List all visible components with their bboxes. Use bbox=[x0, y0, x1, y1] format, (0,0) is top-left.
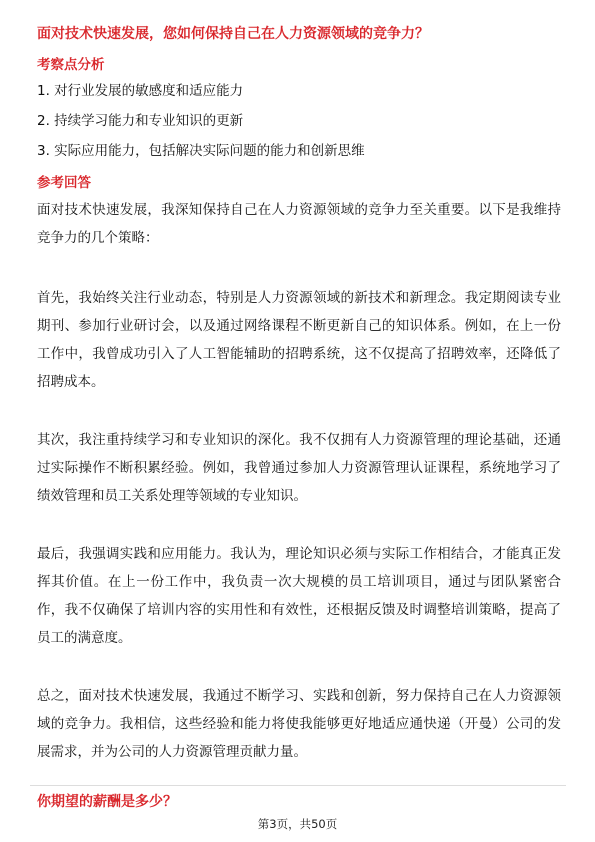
answer-paragraph-first: 首先，我始终关注行业动态，特别是人力资源领域的新技术和新理念。我定期阅读专业期刊、参加行业研讨会，以及通过网络课程不断更新自己的知识体系。例如，在上一份工作中，我曾成功引入了人工智能辅助的招聘系统，这不仅提高了招聘效率，还降低了招聘成本。 bbox=[37, 290, 561, 390]
question-heading: 面对技术快速发展，您如何保持自己在人力资源领域的竞争力？ bbox=[37, 26, 429, 42]
analysis-point: 3. 实际应用能力，包括解决实际问题的能力和创新思维 bbox=[37, 143, 365, 159]
answer-paragraph-third: 最后，我强调实践和应用能力。我认为，理论知识必须与实际工作相结合，才能真正发挥其价值。在上一份工作中，我负责一次大规模的员工培训项目，通过与团队紧密合作，我不仅确保了培训内容的实用性和有效性，还根据反馈及时调整培训策略，提高了员工的满意度。 bbox=[37, 546, 561, 646]
page-number: 第3页，共50页 bbox=[257, 817, 338, 831]
section-divider bbox=[30, 785, 566, 786]
next-question-heading: 你期望的薪酬是多少？ bbox=[37, 794, 177, 810]
analysis-point: 2. 持续学习能力和专业知识的更新 bbox=[37, 113, 244, 129]
answer-paragraph-second: 其次，我注重持续学习和专业知识的深化。我不仅拥有人力资源管理的理论基础，还通过实际操作不断积累经验。例如，我曾通过参加人力资源管理认证课程，系统地学习了绩效管理和员工关系处理等领域的专业知识。 bbox=[37, 432, 561, 504]
answer-paragraph-summary: 总之，面对技术快速发展，我通过不断学习、实践和创新，努力保持自己在人力资源领域的竞争力。我相信，这些经验和能力将使我能够更好地适应通快递（开曼）公司的发展需求，并为公司的人力资源管理贡献力量。 bbox=[37, 688, 561, 760]
reference-label: 参考回答 bbox=[37, 175, 91, 191]
answer-paragraph-intro: 面对技术快速发展，我深知保持自己在人力资源领域的竞争力至关重要。以下是我维持竞争力的几个策略： bbox=[37, 202, 561, 246]
analysis-point: 1. 对行业发展的敏感度和适应能力 bbox=[37, 83, 244, 99]
analysis-label: 考察点分析 bbox=[37, 57, 105, 73]
